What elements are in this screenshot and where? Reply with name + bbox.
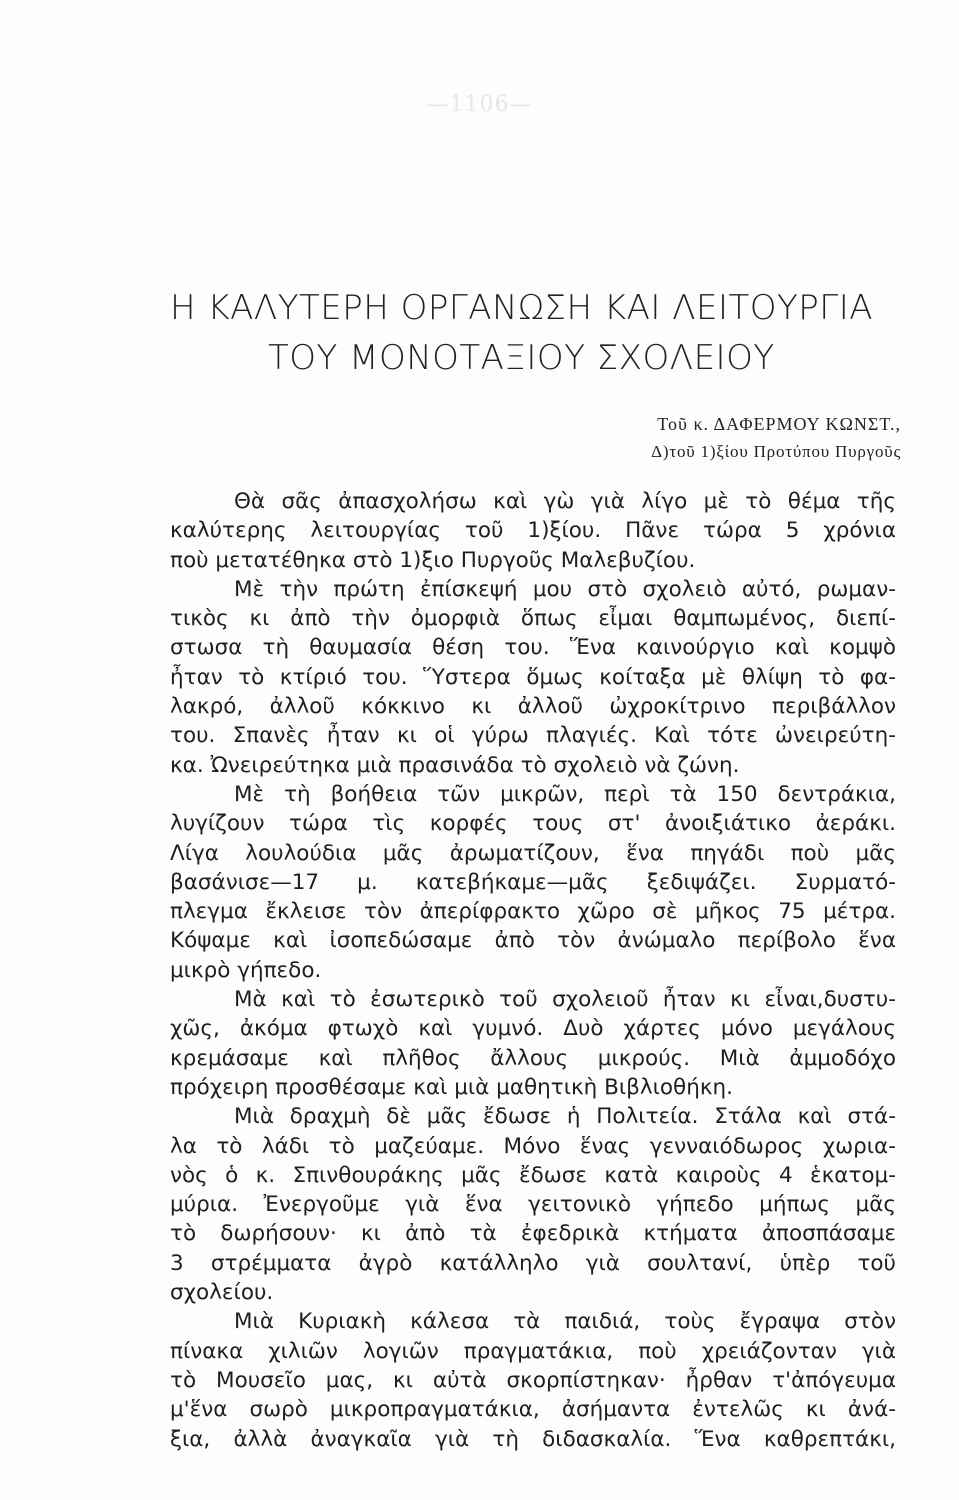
author-byline xyxy=(651,410,901,466)
body-line: λυγίζουν τώρα τὶς κορφές τους στ' ἀνοιξιάτικο ἀεράκι. xyxy=(170,811,896,837)
ghost-page-number: —1106— xyxy=(426,92,533,117)
body-line: καλύτερης λειτουργίας τοῦ 1)ξίου. Πᾶνε τώρα 5 χρόνια xyxy=(170,518,896,544)
body-line: τὸ δωρήσουν· κι ἀπὸ τὰ ἐφεδρικὰ κτήματα ἀποσπάσαμε xyxy=(170,1221,896,1247)
body-line: σχολείου. xyxy=(170,1280,274,1306)
body-line: Μιὰ δραχμὴ δὲ μᾶς ἔδωσε ἡ Πολιτεία. Στάλα καὶ στά- xyxy=(234,1104,896,1130)
body-line: 3 στρέμματα ἀγρὸ κατάλληλο γιὰ σουλτανί, ὑπὲρ τοῦ xyxy=(170,1250,896,1276)
body-line: μ'ἕνα σωρὸ μικροπραγματάκια, ἀσήμαντα ἐντελῶς κι ἀνά- xyxy=(170,1397,896,1423)
body-line: κα. Ὠνειρεύτηκα μιὰ πρασινάδα τὸ σχολειὸ νὰ ζώνη. xyxy=(170,752,740,778)
author-role: Δ)τοῦ 1)ξίου Προτύπου Πυργοῦς xyxy=(651,442,901,461)
body-line: κρεμάσαμε καὶ πλῆθος ἄλλους μικρούς. Μιὰ ἀμμοδόχο xyxy=(170,1045,896,1071)
body-line: Μὰ καὶ τὸ ἐσωτερικὸ τοῦ σχολειοῦ ἦταν κι εἶναι,δυστυ- xyxy=(234,987,896,1013)
body-line: ξια, ἀλλὰ ἀναγκαῖα γιὰ τὴ διδασκαλία. Ἕνα καθρεπτάκι, xyxy=(170,1426,896,1452)
body-line: Μὲ τὴν πρώτη ἐπίσκεψή μου στὸ σχολειὸ αὐτό, ρωμαν- xyxy=(234,576,896,602)
body-line: τὸ Μουσεῖο μας, κι αὐτὰ σκορπίστηκαν· ἦρθαν τ'ἀπόγευμα xyxy=(170,1367,896,1393)
title-line-1: Η ΚΑΛΥΤΕΡΗ ΟΡΓΑΝΩΣΗ ΚΑΙ ΛΕΙΤΟΥΡΓΙΑ xyxy=(170,288,874,328)
body-line: λα τὸ λάδι τὸ μαζεύαμε. Μόνο ἕνας γενναιόδωρος χωρια- xyxy=(170,1133,896,1159)
body-line: μύρια. Ἐνεργοῦμε γιὰ ἕνα γειτονικὸ γήπεδο μήπως μᾶς xyxy=(170,1192,896,1218)
body-line: βασάνισε—17 μ. κατεβήκαμε—μᾶς ξεδιψάζει. Συρματό- xyxy=(170,869,896,895)
body-line: τικὸς κι ἀπὸ τὴν ὀμορφιὰ ὅπως εἶμαι θαμπωμένος, διεπί- xyxy=(170,606,896,632)
body-line: χῶς, ἀκόμα φτωχὸ καὶ γυμνό. Δυὸ χάρτες μόνο μεγάλους xyxy=(170,1016,896,1042)
body-line: στωσα τὴ θαυμασία θέση του. Ἕνα καινούργιο καὶ κομψὸ xyxy=(170,635,896,661)
body-line: του. Σπανὲς ἦταν κι οἱ γύρω πλαγιές. Καὶ τότε ὠνειρεύτη- xyxy=(170,723,896,749)
body-line: ποὺ μετατέθηκα στὸ 1)ξιο Πυργοῦς Μαλεβυζίου. xyxy=(170,547,696,573)
body-line: Θὰ σᾶς ἀπασχολήσω καὶ γὼ γιὰ λίγο μὲ τὸ θέμα τῆς xyxy=(234,489,896,514)
body-line: Μὲ τὴ βοήθεια τῶν μικρῶν, περὶ τὰ 150 δεντράκια, xyxy=(234,781,896,807)
body-line: Μιὰ Κυριακὴ κάλεσα τὰ παιδιά, τοὺς ἔγραψα στὸν xyxy=(234,1309,896,1335)
title-line-2: ΤΟΥ ΜΟΝΟΤΑΞΙΟΥ ΣΧΟΛΕΙΟΥ xyxy=(268,338,775,378)
body-line: νὸς ὁ κ. Σπινθουράκης μᾶς ἔδωσε κατὰ καιροὺς 4 ἑκατομ- xyxy=(170,1162,896,1188)
body-line: πρόχειρη προσθέσαμε καὶ μιὰ μαθητικὴ Βιβλιοθήκη. xyxy=(170,1074,733,1100)
author-name: Τοῦ κ. ΔΑΦΕΡΜΟΥ ΚΩΝΣΤ., xyxy=(657,414,901,434)
body-line: ἦταν τὸ κτίριό του. Ὕστερα ὅμως κοίταξα μὲ θλίψη τὸ φα- xyxy=(170,664,896,690)
article-body xyxy=(170,487,896,1454)
body-line: πλεγμα ἔκλεισε τὸν ἀπερίφρακτο χῶρο σὲ μῆκος 75 μέτρα. xyxy=(170,899,896,925)
body-line: πίνακα χιλιῶν λογιῶν πραγματάκια, ποὺ χρειάζονταν γιὰ xyxy=(170,1338,896,1364)
body-line: Κόψαμε καὶ ἰσοπεδώσαμε ἀπὸ τὸν ἀνώμαλο περίβολο ἕνα xyxy=(170,928,896,954)
body-line: λακρό, ἀλλοῦ κόκκινο κι ἀλλοῦ ὠχροκίτρινο περιβάλλον xyxy=(170,694,896,720)
body-line: μικρὸ γήπεδο. xyxy=(170,957,322,983)
body-line: Λίγα λουλούδια μᾶς ἀρωματίζουν, ἕνα πηγάδι ποὺ μᾶς xyxy=(170,840,896,866)
article-title xyxy=(170,283,910,383)
